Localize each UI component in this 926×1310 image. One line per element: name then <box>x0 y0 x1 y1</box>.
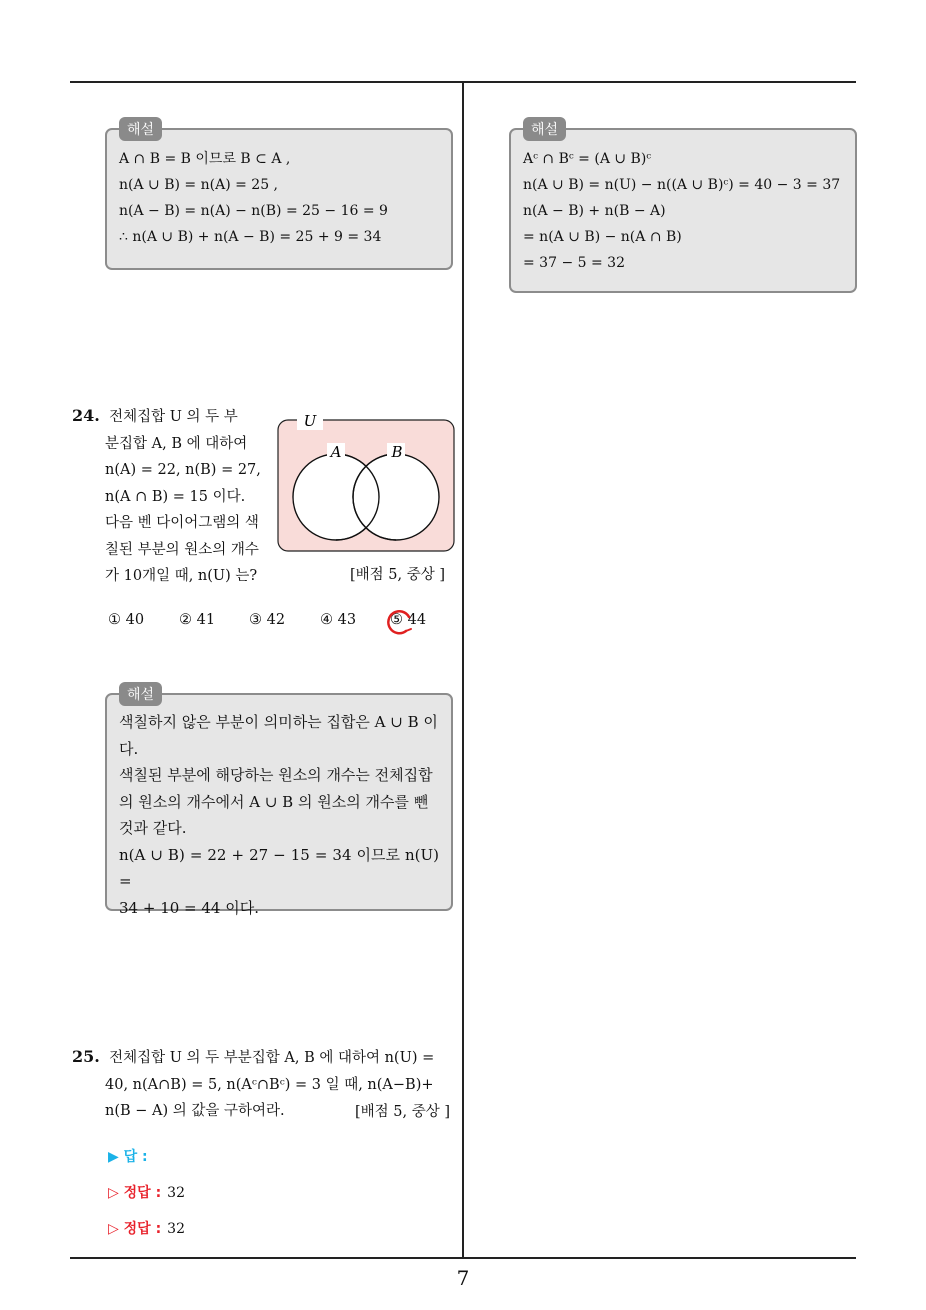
solution-line: n(A ∪ B) = n(U) − n((A ∪ B)ᶜ) = 40 − 3 = 37 <box>523 177 841 193</box>
solution-tag: 해설 <box>119 682 162 706</box>
question-line: 전체집합 U 의 두 부분집합 A, B 에 대하여 n(U) = <box>109 1050 435 1066</box>
correct-answer-label: ▷ 정답 : <box>108 1185 162 1201</box>
solution-line: 색칠하지 않은 부분이 의미하는 집합은 A ∪ B 이 <box>119 713 438 731</box>
correct-answer-row <box>108 1182 185 1202</box>
answer-mark-circle <box>384 607 414 637</box>
question-line: 가 10개일 때, n(U) 는? <box>105 568 258 584</box>
question-line: n(A ∩ B) = 15 이다. <box>105 488 246 505</box>
solution-tag: 해설 <box>523 117 566 141</box>
solution-box-q25 <box>509 122 857 293</box>
solution-line: 의 원소의 개수에서 A ∪ B 의 원소의 개수를 뺀 <box>119 792 429 811</box>
choice-4[interactable]: ④ 43 <box>320 612 357 628</box>
solution-box-q24 <box>105 687 453 917</box>
choice-1[interactable]: ① 40 <box>108 612 145 628</box>
solution-box-q23 <box>105 122 453 270</box>
question-24 <box>72 403 272 590</box>
question-line: 전체집합 U 의 두 부 <box>109 409 238 425</box>
question-number: 24. <box>72 406 100 425</box>
answer-label: ▶ 답 : <box>108 1149 148 1165</box>
choice-3[interactable]: ③ 42 <box>249 612 286 628</box>
score-q24: [배점 5, 중상 ] <box>350 567 446 583</box>
page-number: 7 <box>456 1266 470 1290</box>
solution-line: n(A ∪ B) = 22 + 27 − 15 = 34 이므로 n(U) = <box>119 845 439 890</box>
solution-tag: 해설 <box>119 117 162 141</box>
solution-line: 것과 같다. <box>119 819 187 837</box>
solution-line: = n(A ∪ B) − n(A ∩ B) <box>523 229 682 245</box>
correct-answer-value: 32 <box>167 1185 185 1201</box>
question-line: n(B − A) 의 값을 구하여라. <box>105 1103 285 1119</box>
solution-line: = 37 − 5 = 32 <box>523 255 625 271</box>
solution-line: n(A − B) + n(B − A) <box>523 203 666 219</box>
solution-line: Aᶜ ∩ Bᶜ = (A ∪ B)ᶜ <box>523 151 652 167</box>
solution-line: 색칠된 부분에 해당하는 원소의 개수는 전체집합 <box>119 766 433 784</box>
answer-input-row[interactable] <box>108 1146 148 1166</box>
column-divider <box>462 81 464 1259</box>
question-line: n(A) = 22, n(B) = 27, <box>105 462 261 478</box>
question-line: 다음 벤 다이어그램의 색 <box>105 515 259 531</box>
venn-diagram <box>275 410 457 555</box>
bottom-rule <box>70 1257 856 1259</box>
correct-answer-value: 32 <box>167 1221 185 1237</box>
solution-line: n(A ∪ B) = n(A) = 25 , <box>119 177 278 193</box>
solution-line: n(A − B) = n(A) − n(B) = 25 − 16 = 9 <box>119 203 388 219</box>
solution-line: 34 + 10 = 44 이다. <box>119 898 259 917</box>
correct-answer-row <box>108 1218 185 1238</box>
choice-5[interactable]: ⑤ 44 <box>390 612 427 628</box>
correct-answer-label: ▷ 정답 : <box>108 1221 162 1237</box>
question-line: 칠된 부분의 원소의 개수 <box>105 541 259 558</box>
solution-line: 다. <box>119 739 139 758</box>
question-line: 40, n(A∩B) = 5, n(Aᶜ∩Bᶜ) = 3 일 때, n(A−B)+ <box>105 1076 434 1093</box>
question-line: 분집합 A, B 에 대하여 <box>105 435 248 452</box>
score-q25: [배점 5, 중상 ] <box>355 1104 451 1120</box>
solution-line: A ∩ B = B 이므로 B ⊂ A , <box>119 151 291 167</box>
venn-label-b: B <box>391 443 403 461</box>
solution-line: ∴ n(A ∪ B) + n(A − B) = 25 + 9 = 34 <box>119 229 382 245</box>
question-number: 25. <box>72 1047 100 1066</box>
venn-universe-label: U <box>303 412 317 430</box>
venn-label-a: A <box>330 443 342 461</box>
choice-2[interactable]: ② 41 <box>179 612 216 628</box>
